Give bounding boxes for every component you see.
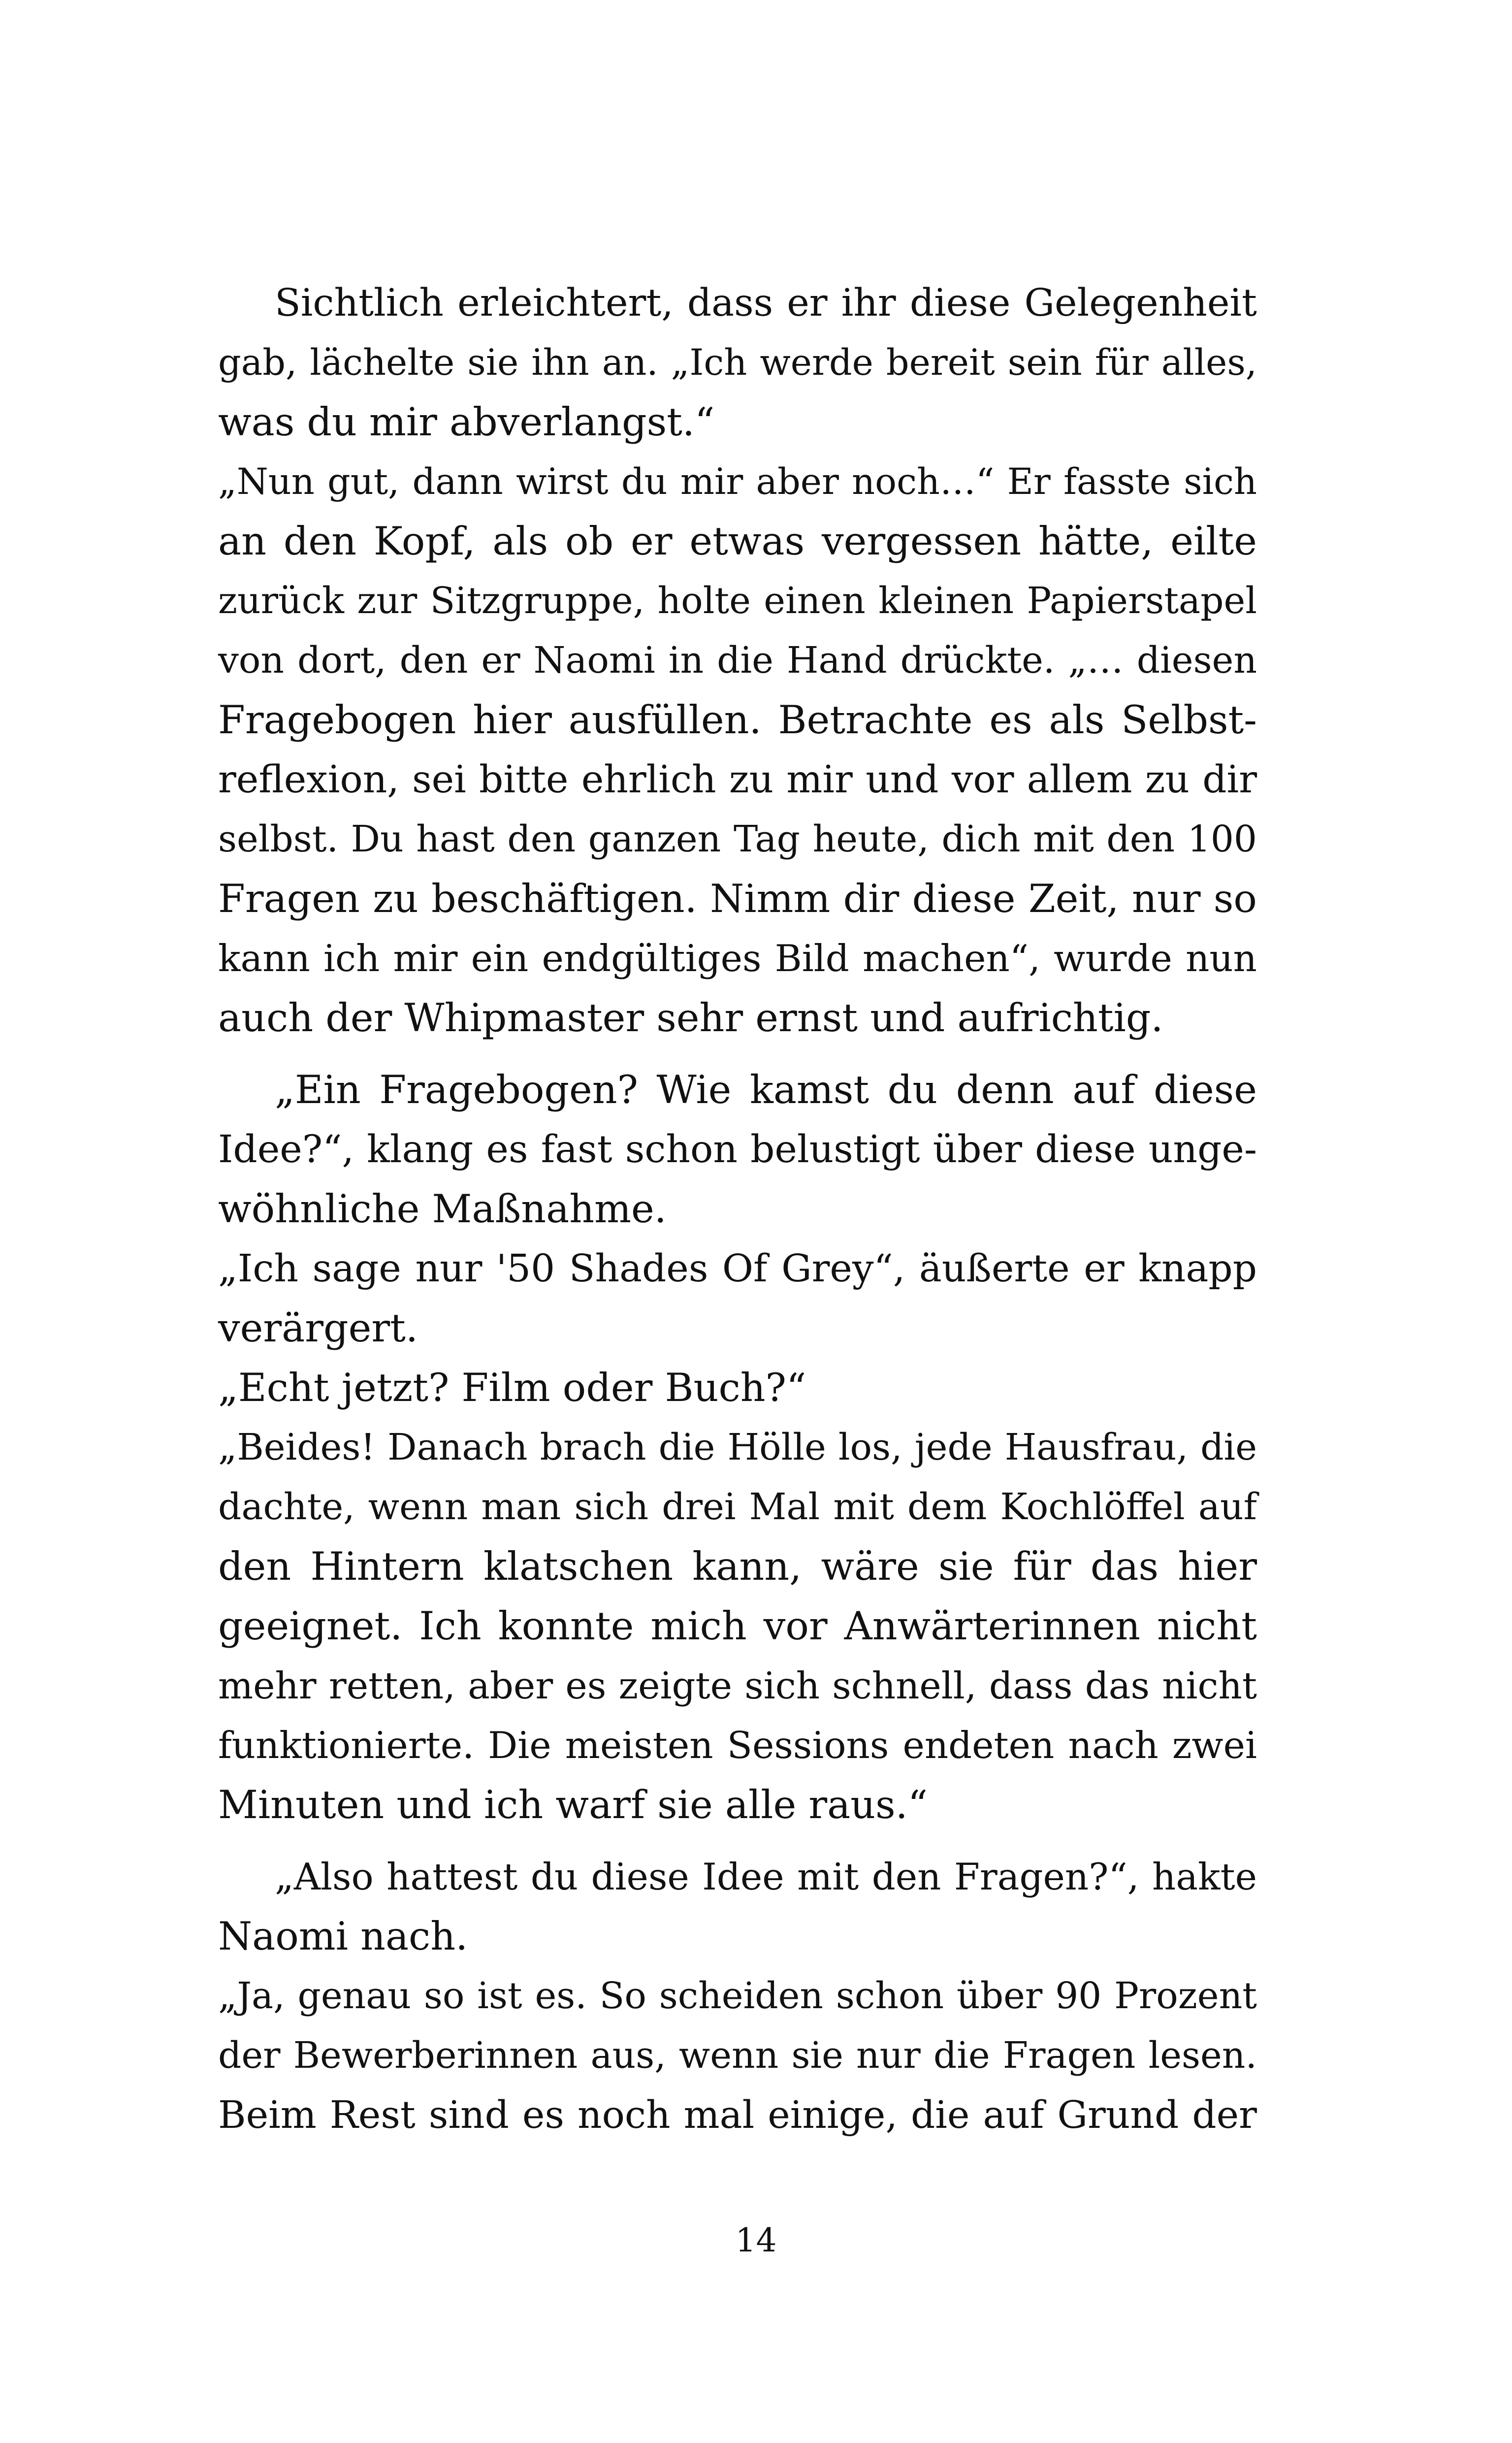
page-number: 14	[735, 2221, 777, 2259]
text-line: was du mir abverlangst.“	[218, 399, 715, 445]
text-line: Sichtlich erleichtert, dass er ihr diese Gelegenheit	[275, 281, 1257, 325]
text-line: verärgert.	[218, 1305, 418, 1351]
text-line: funktionierte. Die meisten Sessions endeten nach zwei	[218, 1724, 1257, 1767]
text-line: kann ich mir ein endgültiges Bild machen“, wurde nun	[218, 937, 1257, 980]
text-line: Minuten und ich warf sie alle raus.“	[218, 1782, 928, 1827]
text-line: Fragebogen hier ausfüllen. Betrachte es als Selbst-	[218, 697, 1257, 743]
text-line: Naomi nach.	[218, 1914, 468, 1959]
text-line: Beim Rest sind es noch mal einige, die auf Grund der	[218, 2093, 1257, 2137]
text-line: Idee?“, klang es fast schon belustigt über diese unge-	[218, 1128, 1257, 1172]
text-line: „Nun gut, dann wirst du mir aber noch…“ Er fasste sich	[218, 461, 1257, 503]
text-line: selbst. Du hast den ganzen Tag heute, dich mit den 100	[218, 818, 1257, 860]
paragraph-6	[218, 1418, 1257, 1835]
paragraph-7	[218, 1847, 1257, 1966]
text-line: von dort, den er Naomi in die Hand drückte. „… diesen	[218, 639, 1257, 682]
paragraph-2	[218, 452, 1257, 1048]
text-line: „Ja, genau so ist es. So scheiden schon über 90 Prozent	[218, 1975, 1257, 2017]
text-line: auch der Whipmaster sehr ernst und aufrichtig.	[218, 995, 1163, 1041]
text-line: an den Kopf, als ob er etwas vergessen hätte, eilte	[218, 519, 1257, 564]
paragraph-3	[218, 1060, 1257, 1239]
paragraph-1	[218, 273, 1257, 452]
text-line: dachte, wenn man sich drei Mal mit dem Kochlöffel auf	[218, 1486, 1257, 1528]
paragraph-5	[218, 1358, 1257, 1418]
text-line: zurück zur Sitzgruppe, holte einen kleinen Papierstapel	[218, 580, 1257, 622]
text-line: reflexion, sei bitte ehrlich zu mir und vor allem zu dir	[218, 758, 1257, 802]
text-line: geeignet. Ich konnte mich vor Anwärterinnen nicht	[218, 1603, 1257, 1649]
text-line: der Bewerberinnen aus, wenn sie nur die Fragen lesen.	[218, 2034, 1257, 2077]
paragraph-8	[218, 1966, 1257, 2145]
text-line: den Hintern klatschen kann, wäre sie für das hier	[218, 1544, 1257, 1589]
text-line: wöhnliche Maßnahme.	[218, 1186, 667, 1232]
text-line: gab, lächelte sie ihn an. „Ich werde bereit sein für alles,	[218, 342, 1257, 384]
text-line: „Ein Fragebogen? Wie kamst du denn auf diese	[275, 1067, 1257, 1112]
text-line: „Echt jetzt? Film oder Buch?“	[218, 1365, 806, 1410]
paragraph-4	[218, 1239, 1257, 1358]
book-page-body	[218, 273, 1257, 2145]
text-line: Fragen zu beschäftigen. Nimm dir diese Zeit, nur so	[218, 876, 1257, 921]
text-line: „Also hattest du diese Idee mit den Fragen?“, hakte	[275, 1855, 1257, 1898]
text-line: „Ich sage nur '50 Shades Of Grey“, äußerte er knapp	[218, 1247, 1257, 1291]
text-line: „Beides! Danach brach die Hölle los, jede Hausfrau, die	[218, 1426, 1257, 1468]
text-line: mehr retten, aber es zeigte sich schnell, dass das nicht	[218, 1664, 1257, 1707]
